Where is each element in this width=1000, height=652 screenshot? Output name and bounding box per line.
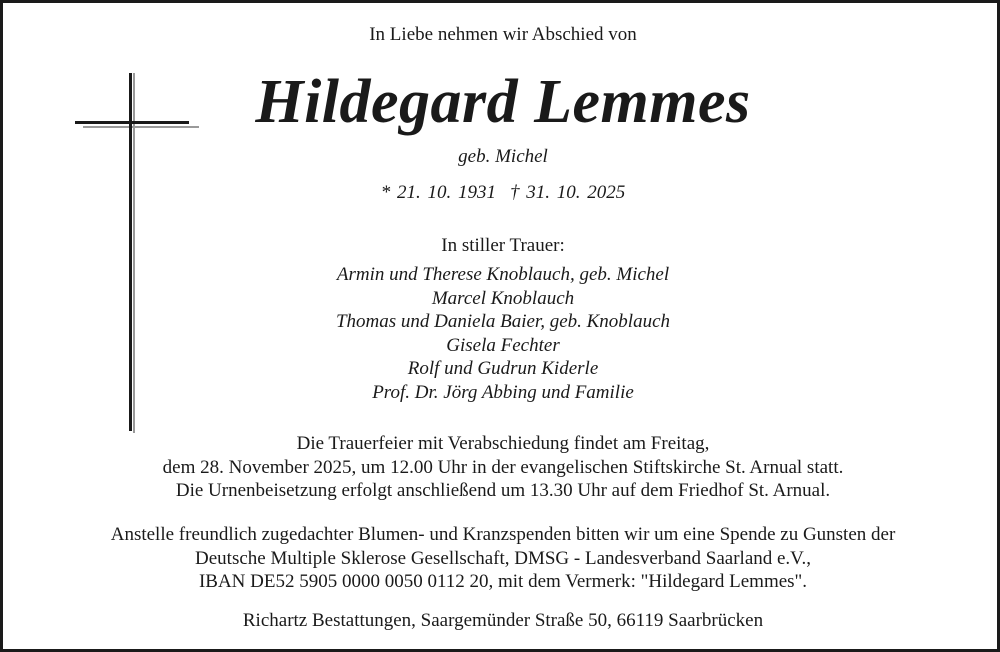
undertaker-address: Richartz Bestattungen, Saargemünder Straße 50, 66119 Saarbrücken — [242, 610, 764, 631]
mourning-label: In stiller Trauer: — [441, 235, 565, 256]
maiden-name: geb. Michel — [458, 146, 548, 167]
ceremony-details — [3, 432, 1000, 503]
donation-line: Anstelle freundlich zugedachter Blumen- und Kranzspenden bitten wir um eine Spende zu Gunsten der — [110, 524, 896, 545]
birth-date: * 21. 10. 1931 — [380, 182, 496, 203]
donation-line: IBAN DE52 5905 0000 0050 0112 20, mit dem Vermerk: "Hildegard Lemmes". — [198, 571, 808, 592]
donation-line: Deutsche Multiple Sklerose Gesellschaft, DMSG - Landesverband Saarland e.V., — [195, 547, 811, 569]
deceased-name: Hildegard Lemmes — [255, 68, 751, 136]
mourner: Marcel Knoblauch — [431, 287, 575, 309]
ceremony-line: Die Urnenbeisetzung erfolgt anschließend um 13.30 Uhr auf dem Friedhof St. Arnual. — [175, 480, 831, 501]
mourner: Thomas und Daniela Baier, geb. Knoblauch — [335, 311, 671, 332]
donation-request — [3, 523, 1000, 594]
mourner: Rolf und Gudrun Kiderle — [407, 358, 599, 379]
death-date: † 31. 10. 2025 — [510, 182, 626, 203]
mourner: Armin und Therese Knoblauch, geb. Michel — [336, 264, 670, 285]
mourner: Gisela Fechter — [446, 334, 560, 356]
ceremony-line: dem 28. November 2025, um 12.00 Uhr in der evangelischen Stiftskirche St. Arnual statt. — [162, 456, 844, 478]
mourner: Prof. Dr. Jörg Abbing und Familie — [372, 381, 634, 403]
mourners-list — [3, 263, 1000, 404]
intro-text: In Liebe nehmen wir Abschied von — [369, 24, 637, 45]
ceremony-line: Die Trauerfeier mit Verabschiedung findet am Freitag, — [296, 433, 710, 454]
life-dates — [3, 182, 1000, 204]
